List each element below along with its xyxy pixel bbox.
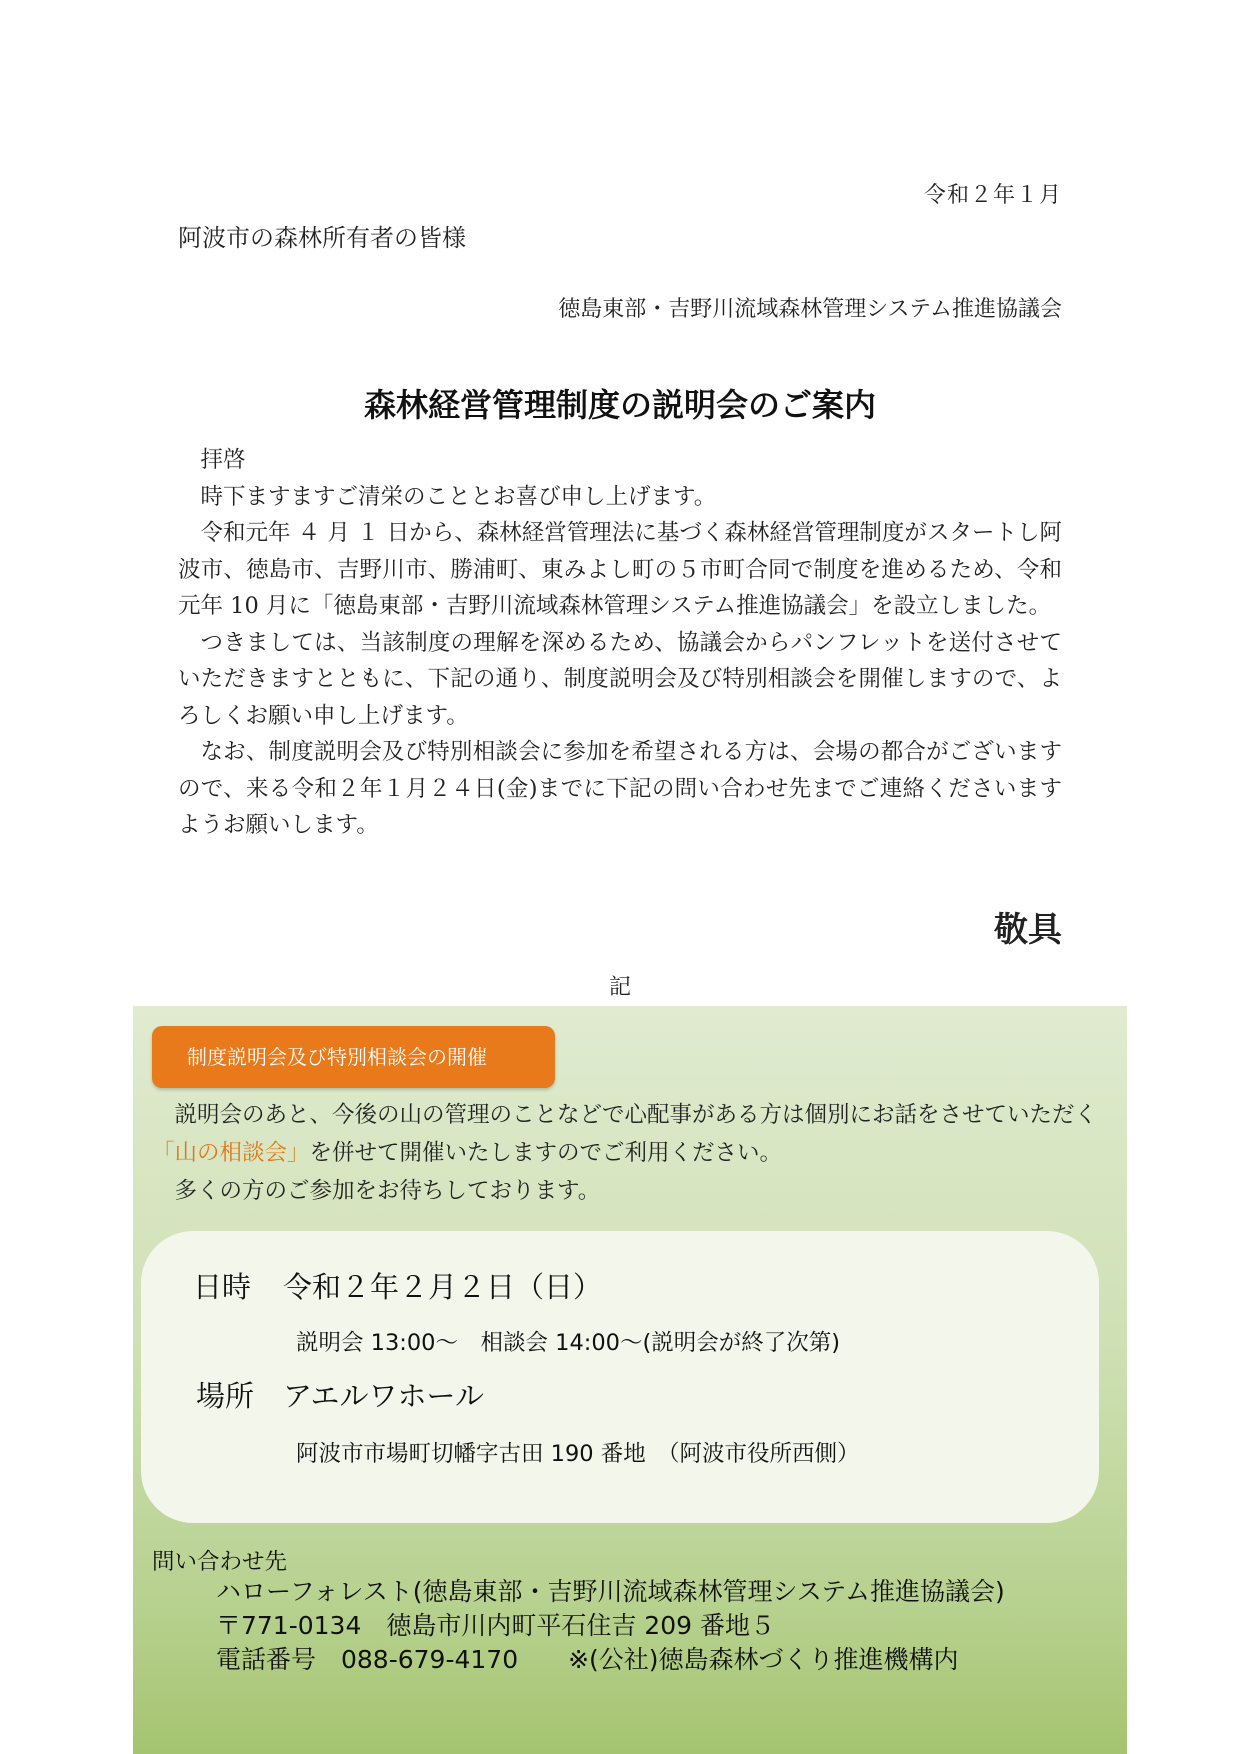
event-details-box [141, 1231, 1099, 1523]
event-intro [152, 1096, 1114, 1210]
event-section-tag: 制度説明会及び特別相談会の開催 [152, 1026, 555, 1088]
intro-text-before: 説明会のあと、今後の山の管理のことなどで心配事がある方は個別にお話をさせていただく [174, 1102, 1098, 1128]
paragraph-2: 令和元年 ４ 月 １ 日から、森林経営管理法に基づく森林経営管理制度がスタートし阿波市、徳島市、吉野川市、勝浦町、東みよし町の５市町合同で制度を進めるため、令和元年 10 月に「徳島東部・吉野川流域森林管理システム推進協議会」を設立しました。 [178, 520, 1062, 619]
intro-text-after: を併せて開催いたしますのでご利用ください。 [309, 1140, 783, 1166]
datetime-value: 令和２年２月２日（日） [283, 1270, 603, 1304]
contact-address: 〒771-0134 徳島市川内町平石住吉 209 番地５ [216, 1611, 775, 1640]
contact-phone: 電話番号 088-679-4170 ※(公社)徳島森林づくり推進機構内 [216, 1645, 959, 1674]
document-title: 森林経営管理制度の説明会のご案内 [363, 386, 876, 424]
paragraph-3: つきましては、当該制度の理解を深めるため、協議会からパンフレットを送付させていただきますとともに、下記の通り、制度説明会及び特別相談会を開催しますので、よろしくお願い申し上げます。 [178, 629, 1062, 729]
contact-heading: 問い合わせ先 [152, 1549, 288, 1575]
intro-line-1 [152, 1096, 1114, 1172]
intro-line-2: 多くの方のご参加をお待ちしております。 [174, 1178, 601, 1204]
venue-address: 阿波市市場町切幡字古田 190 番地 （阿波市役所西側） [296, 1441, 860, 1467]
addressee: 阿波市の森林所有者の皆様 [178, 224, 466, 252]
sender-organization: 徳島東部・吉野川流域森林管理システム推進協議会 [558, 297, 1062, 322]
letter-date: 令和２年１月 [923, 183, 1062, 208]
consultation-highlight: 「山の相談会」 [152, 1140, 310, 1166]
contact-organization: ハローフォレスト(徳島東部・吉野川流域森林管理システム推進協議会) [216, 1577, 1005, 1606]
datetime-label: 日時 [193, 1270, 252, 1304]
place-value: アエルワホール [283, 1379, 484, 1413]
letter-body [178, 442, 1062, 844]
paragraph-1: 時下ますますご清栄のこととお喜び申し上げます。 [200, 483, 717, 510]
greeting: 拝啓 [200, 447, 246, 473]
place-label: 場所 [196, 1379, 255, 1413]
closing-keigu: 敬具 [994, 910, 1062, 950]
event-times: 説明会 13:00～ 相談会 14:00～(説明会が終了次第) [296, 1330, 841, 1356]
paragraph-4: なお、制度説明会及び特別相談会に参加を希望される方は、会場の都合がございますので、来る令和２年１月２４日(金)までに下記の問い合わせ先までご連絡くださいますようお願いします。 [178, 739, 1062, 838]
ki-marker: 記 [608, 975, 631, 1000]
